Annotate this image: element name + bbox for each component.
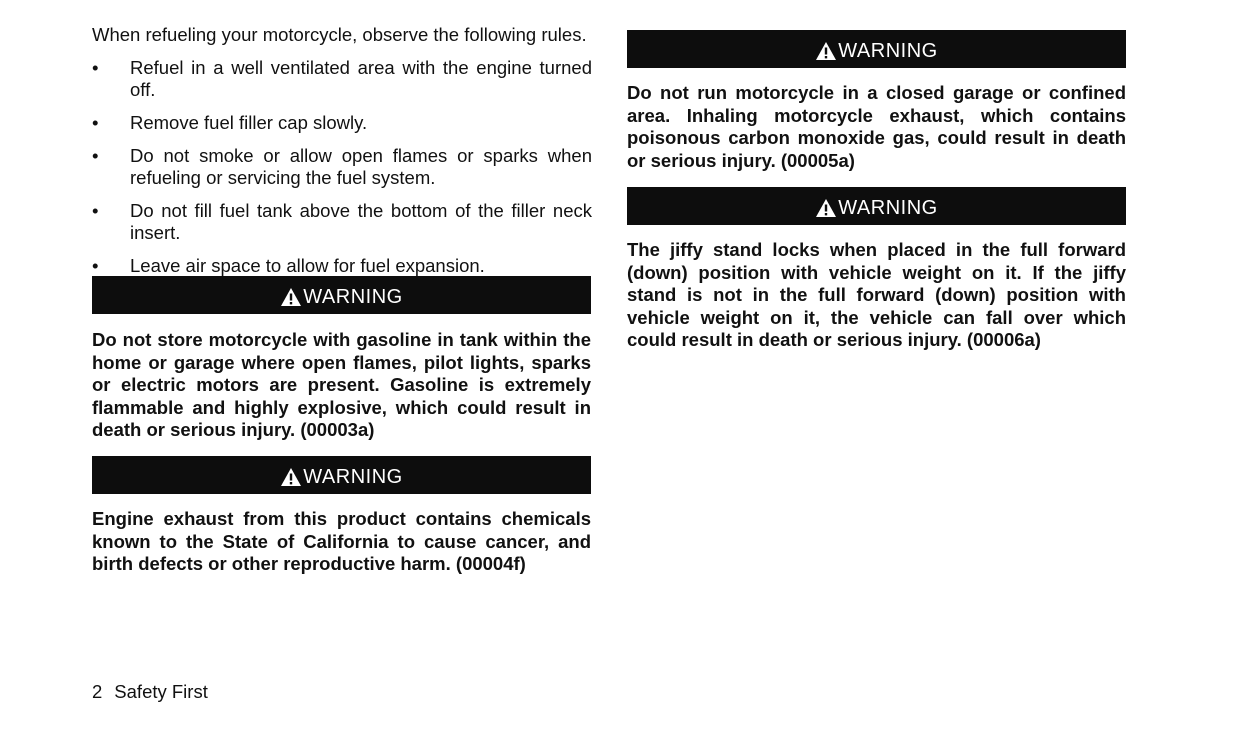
warning-label: WARNING: [303, 285, 403, 308]
warning-triangle-icon: [280, 287, 302, 307]
list-item-text: Remove fuel filler cap slowly.: [130, 112, 368, 133]
warning-banner: [92, 276, 591, 314]
bullet-icon: •: [92, 255, 99, 276]
list-item: [92, 255, 592, 277]
page-number: 2: [92, 681, 103, 702]
list-item: [92, 200, 592, 244]
section-title: Safety First: [114, 681, 208, 702]
bullet-icon: •: [92, 145, 99, 166]
warning-text-gasoline-storage: Do not store motorcycle with gasoline in tank within the home or garage where open flames, pilot lights, sparks or electric motors are present. Gasoline is extremely flammable and highly explosive, which could result in death or serious injury. (00003a): [92, 329, 591, 441]
bullet-icon: •: [92, 112, 99, 133]
warning-text-exhaust: Do not run motorcycle in a closed garage or confined area. Inhaling motorcycle exhaust, which contains poisonous carbon monoxide gas, could result in death or serious injury. (00005a): [627, 82, 1126, 171]
warning-label: WARNING: [838, 39, 938, 62]
warning-label: WARNING: [303, 465, 403, 488]
warning-banner: [627, 187, 1126, 225]
refueling-rules-list: [92, 57, 592, 288]
warning-triangle-icon: [280, 467, 302, 487]
list-item: [92, 57, 592, 101]
page-footer: [92, 681, 208, 703]
warning-banner: [92, 456, 591, 494]
list-item-text: Do not smoke or allow open flames or sparks when refueling or servicing the fuel system.: [130, 145, 592, 188]
warning-triangle-icon: [815, 41, 837, 61]
warning-triangle-icon: [815, 198, 837, 218]
list-item-text: Do not fill fuel tank above the bottom of the filler neck insert.: [130, 200, 592, 243]
refueling-intro: When refueling your motorcycle, observe the following rules.: [92, 24, 587, 45]
list-item-text: Leave air space to allow for fuel expansion.: [130, 255, 485, 276]
warning-label: WARNING: [838, 196, 938, 219]
warning-text-california: Engine exhaust from this product contains chemicals known to the State of California to cause cancer, and birth defects or other reproductive harm. (00004f): [92, 508, 591, 575]
bullet-icon: •: [92, 200, 99, 221]
list-item-text: Refuel in a well ventilated area with the engine turned off.: [130, 57, 592, 100]
bullet-icon: •: [92, 57, 99, 78]
list-item: [92, 145, 592, 189]
warning-text-jiffy-stand: The jiffy stand locks when placed in the full forward (down) position with vehicle weight on it. If the jiffy stand is not in the full forward (down) position with vehicle weight on it, the vehicle can fall over which could result in death or serious injury. (00006a): [627, 239, 1126, 351]
warning-banner: [627, 30, 1126, 68]
list-item: [92, 112, 592, 134]
